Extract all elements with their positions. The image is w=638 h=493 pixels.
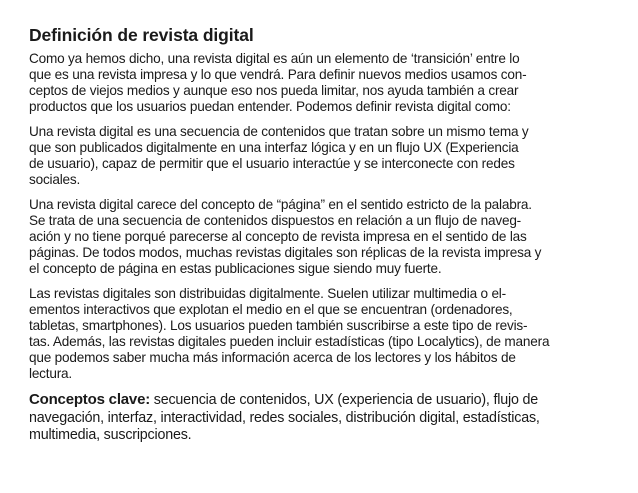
paragraph-sequence <box>29 124 615 188</box>
paragraph-definition <box>29 51 615 115</box>
text-line: Una revista digital es una secuencia de contenidos que tratan sobre un mismo tema y <box>29 124 529 139</box>
text-line: Como ya hemos dicho, una revista digital es aún un elemento de ‘transición’ entre lo <box>29 51 520 66</box>
key-concepts <box>29 391 615 445</box>
text-line: productos que los usuarios puedan entender. Podemos definir revista digital como: <box>29 99 511 114</box>
text-line: tabletas, smartphones). Los usuarios pueden también suscribirse a este tipo de revis- <box>29 318 528 333</box>
text-line: el concepto de página en estas publicaciones sigue siendo muy fuerte. <box>29 261 442 276</box>
concepts-text: navegación, interfaz, interactividad, redes sociales, distribución digital, estadísticas, <box>29 409 540 426</box>
document-page <box>29 24 615 445</box>
text-line: tas. Además, las revistas digitales pueden incluir estadísticas (tipo Localytics), de manera <box>29 334 550 349</box>
text-line: que podemos saber mucha más información acerca de los lectores y los hábitos de <box>29 350 516 365</box>
document-title: Definición de revista digital <box>29 25 254 45</box>
text-line: que es una revista impresa y lo que vendrá. Para definir nuevos medios usamos con- <box>29 67 527 82</box>
text-line: ceptos de viejos medios y aunque eso nos pueda limitar, nos ayuda también a crear <box>29 83 519 98</box>
concepts-label: Conceptos clave: <box>29 391 151 408</box>
paragraph-distribution <box>29 286 615 382</box>
concepts-first-line <box>29 391 615 410</box>
text-line: sociales. <box>29 172 81 187</box>
text-line: páginas. De todos modos, muchas revistas digitales son réplicas de la revista impresa y <box>29 245 542 260</box>
text-line: Las revistas digitales son distribuidas digitalmente. Suelen utilizar multimedia o el- <box>29 286 506 301</box>
paragraph-page-concept <box>29 197 615 277</box>
concepts-text: multimedia, suscripciones. <box>29 427 192 443</box>
text-line: lectura. <box>29 366 72 381</box>
concepts-text: secuencia de contenidos, UX (experiencia de usuario), flujo de <box>150 392 538 408</box>
text-line: Una revista digital carece del concepto de “página” en el sentido estricto de la palabra. <box>29 197 532 212</box>
text-line: Se trata de una secuencia de contenidos dispuestos en relación a un flujo de naveg- <box>29 213 522 228</box>
text-line: ación y no tiene porqué parecerse al concepto de revista impresa en el sentido de las <box>29 229 527 244</box>
text-line: ementos interactivos que explotan el medio en el que se encuentran (ordenadores, <box>29 302 513 317</box>
text-line: de usuario), capaz de permitir que el usuario interactúe y se interconecte con redes <box>29 156 515 171</box>
text-line: que son publicados digitalmente en una interfaz lógica y en un flujo UX (Experiencia <box>29 140 519 155</box>
